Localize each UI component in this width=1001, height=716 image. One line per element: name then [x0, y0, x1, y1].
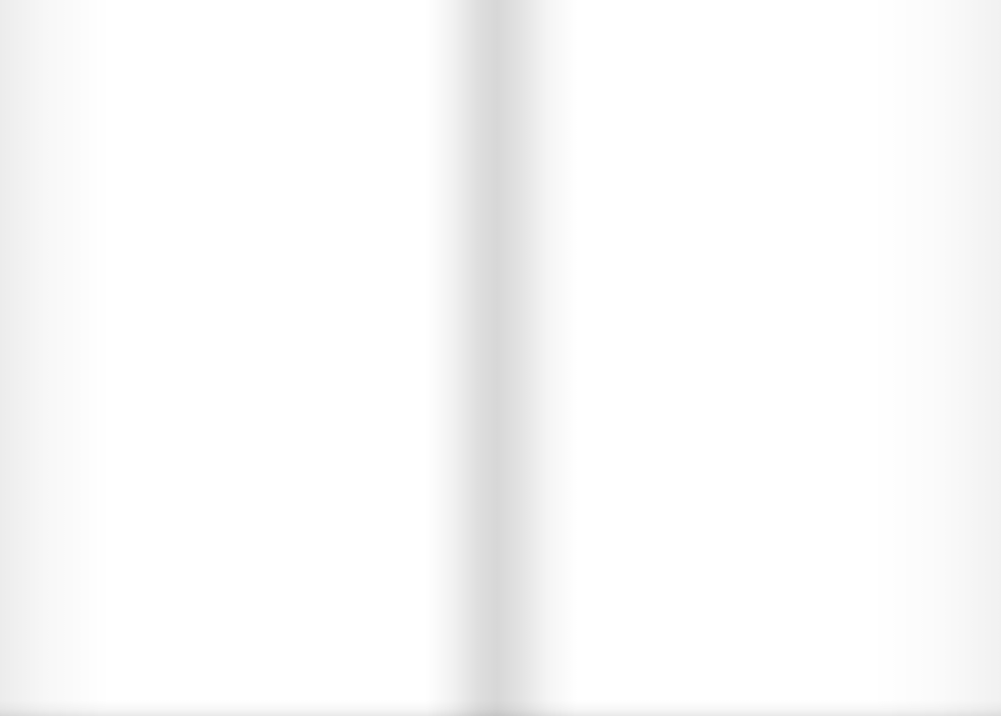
right-page — [531, 0, 1001, 716]
left-page-blank — [0, 0, 470, 716]
